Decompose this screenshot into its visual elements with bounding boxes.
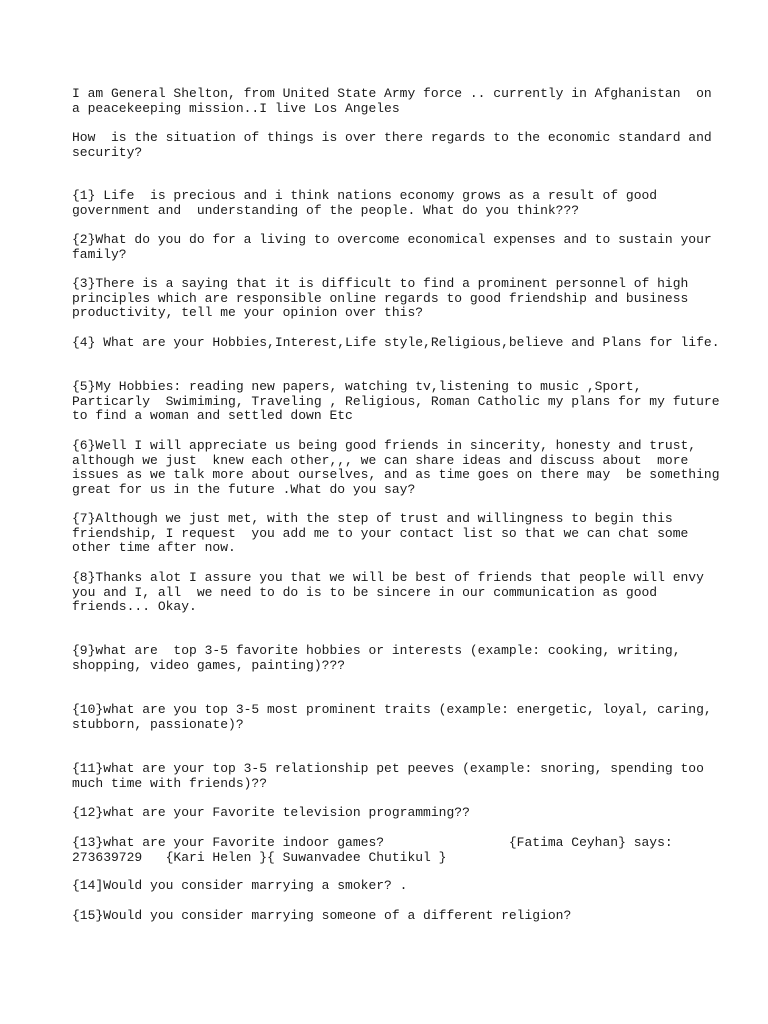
paragraph-item-9: {9}what are top 3-5 favorite hobbies or interests (example: cooking, writing, shopping, video games, painting)??? — [72, 643, 681, 673]
paragraph-item-14: {14]Would you consider marrying a smoker? . — [72, 878, 408, 893]
paragraph-item-12: {12}what are your Favorite television programming?? — [72, 805, 470, 820]
paragraph-item-11: {11}what are your top 3-5 relationship pet peeves (example: snoring, spending too much time with friends)?? — [72, 761, 704, 791]
paragraph-question-situation: How is the situation of things is over there regards to the economic standard and security? — [72, 130, 712, 160]
paragraph-item-7: {7}Although we just met, with the step of trust and willingness to begin this friendship, I request you add me to your contact list so that we can chat some other time after now. — [72, 511, 689, 556]
paragraph-item-4: {4} What are your Hobbies,Interest,Life style,Religious,believe and Plans for life. — [72, 335, 720, 350]
paragraph-item-1: {1} Life is precious and i think nations economy grows as a result of good government and understanding of the people. What do you think??? — [72, 188, 658, 218]
paragraph-item-13: {13}what are your Favorite indoor games? {Fatima Ceyhan} says: 273639729 {Kari Helen }{ Suwanvadee Chutikul } — [72, 835, 673, 865]
paragraph-item-15: {15}Would you consider marrying someone of a different religion? — [72, 908, 572, 923]
paragraph-item-5: {5}My Hobbies: reading new papers, watching tv,listening to music ,Sport, Particarly Swimiming, Traveling , Religious, Roman Catholic my plans for my future to find a woman and settled down Etc — [72, 379, 720, 424]
paragraph-item-6: {6}Well I will appreciate us being good friends in sincerity, honesty and trust, although we just knew each other,,, we can share ideas and discuss about more issues as we talk more about ourselves, and as time goes on there may be something great for us in the future .What do you say? — [72, 438, 720, 498]
paragraph-item-8: {8}Thanks alot I assure you that we will be best of friends that people will envy you and I, all we need to do is to be sincere in our communication as good friends... Okay. — [72, 570, 704, 615]
paragraph-item-10: {10}what are you top 3-5 most prominent traits (example: energetic, loyal, caring, stubborn, passionate)? — [72, 702, 712, 732]
paragraph-item-3: {3}There is a saying that it is difficult to find a prominent personnel of high principles which are responsible online regards to good friendship and business productivity, tell me your opinion over this? — [72, 276, 689, 321]
paragraph-item-2: {2}What do you do for a living to overcome economical expenses and to sustain your family? — [72, 232, 712, 262]
paragraph-intro: I am General Shelton, from United State Army force .. currently in Afghanistan on a peacekeeping mission..I live Los Angeles — [72, 86, 712, 116]
